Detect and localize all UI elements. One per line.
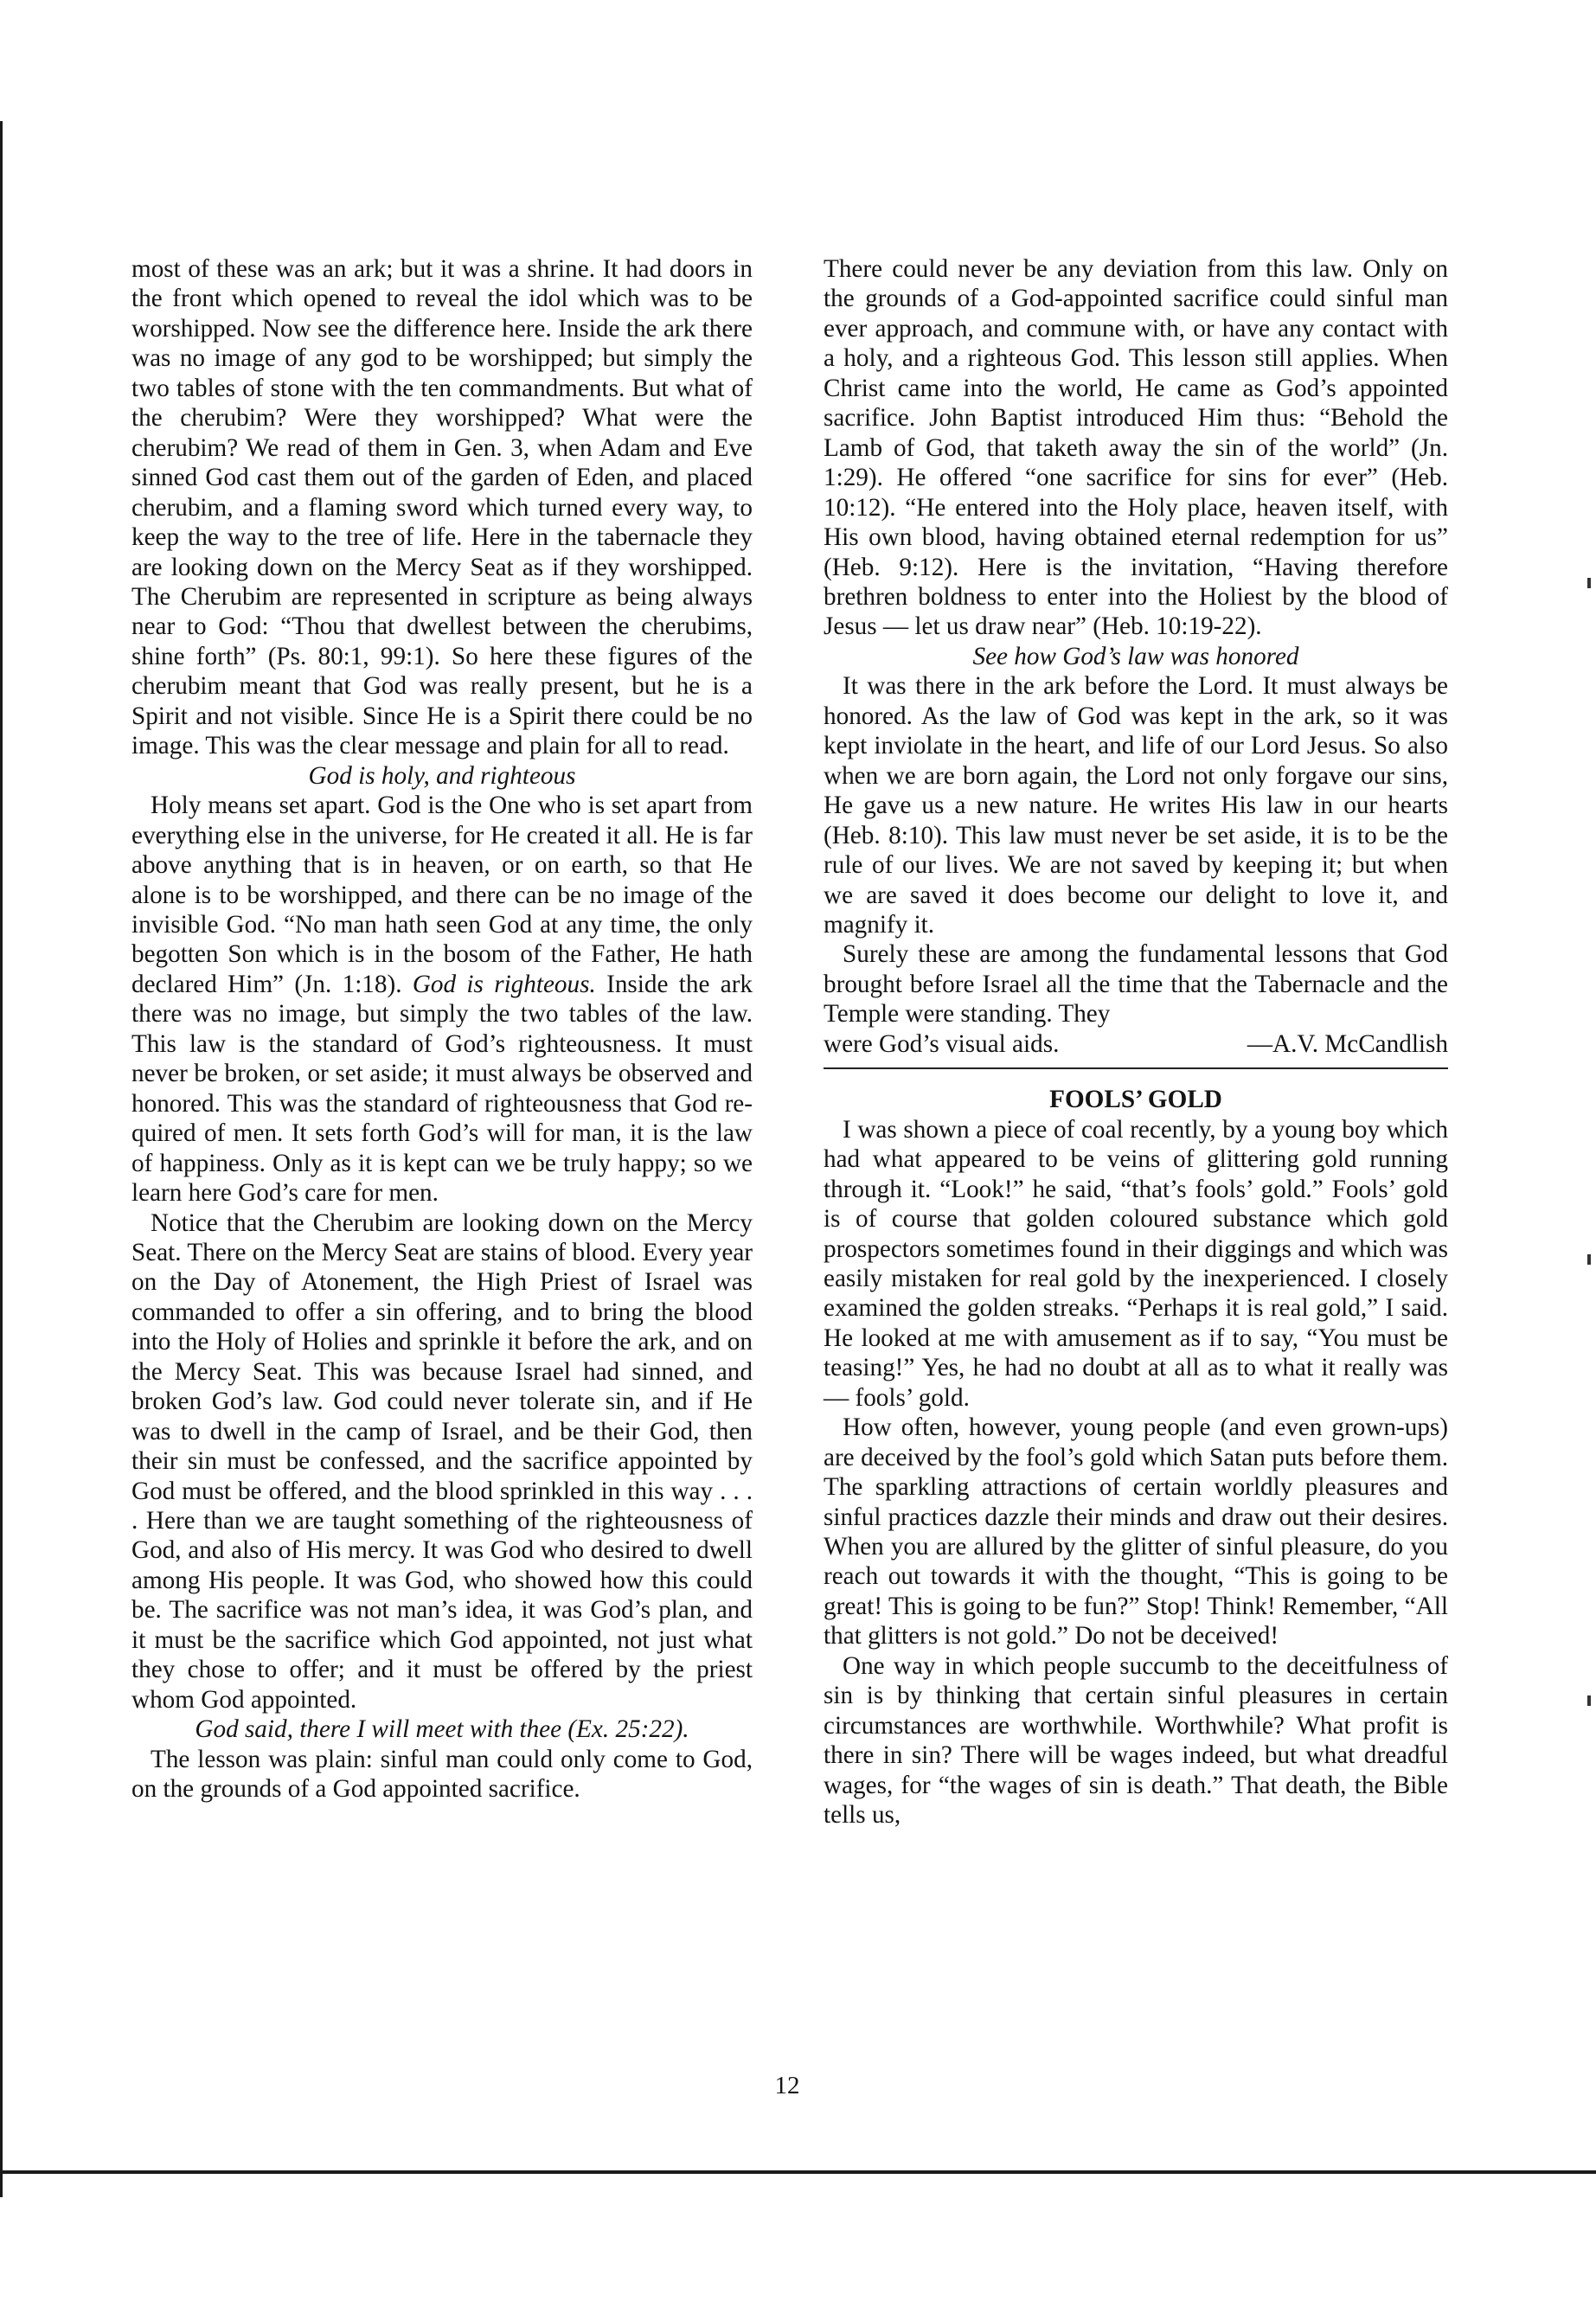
page-bottom-rule	[0, 2170, 1596, 2174]
page-edge-left	[0, 121, 3, 2197]
left-paragraph-3: Notice that the Cherubim are looking down on the Mercy Seat. There on the Mercy Seat are stains of blood. Every year on the Day of Atonement, the High Priest of Israel was commanded to offer a sin offering, and to bring the blood into the Holy of Holies and sprinkle it before the ark, and on the Mercy Seat. This was because Israel had sinned, and broken God’s law. God could never tolerate sin, and if He was to dwell in the camp of Israel, and be their God, then their sin must be confessed, and the sacrifice appointed by God must be offered, and the blood sprinkled in this way . . . . Here than we are taught something of the righteousness of God, and also of His mercy. It was God who desired to dwell among His people. It was God, who showed how this could be. The sacrifice was not man’s idea, it was God’s plan, and it must be the sacrifice which God appointed, not just what they chose to offer; and it must be offered by the priest whom God appointed.	[131, 1208, 753, 1714]
inline-italic-god-is-righteous: God is righteous.	[412, 970, 596, 998]
signoff-line	[824, 1029, 1448, 1059]
story-paragraph-2: How often, however, young people (and even grown-ups) are deceived by the fool’s gold which Satan puts before them. The sparkling attractions of certain worldly pleasures and sinful practices dazzle their minds and draw out their desires. When you are allured by the glitter of sinful pleasure, do you reach out towards it with the thought, “This is going to be great! This is going to be fun?” Stop! Think! Remember, “All that glitters is not gold.” Do not be deceived!	[824, 1413, 1448, 1650]
left-paragraph-4: The lesson was plain: sinful man could only come to God, on the grounds of a God appointed sacrifice.	[131, 1745, 753, 1804]
author-credit: —A.V. McCandlish	[1247, 1029, 1448, 1058]
page-number: 12	[774, 2072, 800, 2099]
story-title: FOOLS’ GOLD	[1049, 1086, 1222, 1114]
left-paragraph-1: most of these was an ark; but it was a shrine. It had doors in the front which opened to reveal the idol which was to be worshipped. Now see the difference here. Inside the ark there was no image of any god to be worshipped; but simply the two tables of stone with the ten commandments. But what of the cherubim? Were they worshipped? What were the cherubim? We read of them in Gen. 3, when Adam and Eve sinned God cast them out of the garden of Eden, and placed cherubim, and a flaming sword which turned every way, to keep the way to the tree of life. Here in the tabernacle they are looking down on the Mercy Seat as if they worshipped. The Cherubim are represented in scripture as being always near to God: “Thou that dwellest between the cherubims, shine forth” (Ps. 80:1, 99:1). So here these figures of the cherubim meant that God was really present, but he is a Spirit and not visible. Since He is a Spirit there could be no image. This was the clear message and plain for all to read.	[131, 255, 753, 760]
right-paragraph-1: There could never be any deviation from this law. Only on the grounds of a God-appointed sacrifice could sinful man ever approach, and commune with, or have any contact with a holy, and a righteous God. This lesson still applies. When Christ came into the world, He came as God’s appointed sacrifice. John Baptist introduced Him thus: “Behold the Lamb of God, that taketh away the sin of the world” (Jn. 1:29). He offered “one sacrifice for sins for ever” (Heb. 10:12). “He entered into the Holy place, heaven itself, with His own blood, having obtained eternal redemption for us” (Heb. 9:12). Here is the invitation, “Having therefore brethren boldness to enter into the Holiest by the blood of Jesus — let us draw near” (Heb. 10:19-22).	[824, 255, 1448, 641]
subheading-gods-law-honored: See how God’s law was honored	[972, 642, 1299, 670]
subheading-god-is-holy: God is holy, and righteous	[308, 761, 576, 790]
right-paragraph-2: It was there in the ark before the Lord. It must always be honored. As the law of God was kept in the ark, so it was kept inviolate in the heart, and life of our Lord Jesus. So also when we are born again, the Lord not only forgave our sins, He gave us a new nature. He writes His law in our hearts (Heb. 8:10). This law must never be set aside, it is to be the rule of our lives. We are not saved by keeping it; but when we are saved it does become our delight to love it, and magnify it.	[824, 672, 1448, 939]
right-paragraph-3: Surely these are among the fundamental lessons that God brought before Israel all the time that the Tabernacle and the Temple were standing. They	[824, 940, 1448, 1029]
scan-edge-mark	[1587, 578, 1591, 588]
story-paragraph-3: One way in which people succumb to the deceitfulness of sin is by thinking that certain sinful pleasures in certain circumstances are worthwhile. Worthwhile? What profit is there in sin? There will be wages indeed, but what dreadful wages, for “the wages of sin is death.” That death, the Bible tells us,	[824, 1651, 1448, 1830]
story-paragraph-1: I was shown a piece of coal recently, by a young boy which had what appeared to be veins of glittering gold running through it. “Look!” he said, “that’s fools’ gold.” Fools’ gold is of course that golden coloured substance which gold prospectors sometimes found in their diggings and which was easily mistaken for real gold by the inexperienced. I closely examined the golden streaks. “Perhaps it is real gold,” I said. He looked at me with amusement as if to say, “You must be teasing!” Yes, he had no doubt at all as to what it really was — fools’ gold.	[824, 1115, 1448, 1412]
left-paragraph-2	[131, 791, 753, 1208]
paragraph-text: Holy means set apart. God is the One who is set apart from everything else in the universe, for He created it all. He is far above anything that is in heaven, or on earth, so that He alone is to be worshipped, and there can be no image of the invisible God. “No man hath seen God at any time, the only begotten Son which is in the bosom of the Father, He hath declared Him” (Jn. 1:18).	[131, 792, 753, 998]
signoff-text: were God’s visual aids.	[824, 1029, 1060, 1058]
right-column	[824, 254, 1448, 1830]
scan-edge-mark	[1587, 1254, 1591, 1265]
scan-edge-mark	[1587, 1695, 1591, 1706]
subheading-god-said: God said, there I will meet with thee (Ex. 25:22).	[195, 1715, 689, 1744]
left-column	[131, 254, 753, 1804]
paragraph-text: Inside the ark there was no image, but simply the two tables of the law. This law is the standard of God’s righteousness. It must never be broken, or set aside; it must always be observed and honored. This was the standard of righteousness that God required of men. It sets forth God’s will for man, it is the law of happiness. Only as it is kept can we be truly happy; so we learn here God’s care for men.	[131, 970, 753, 1208]
section-divider	[824, 1067, 1448, 1069]
